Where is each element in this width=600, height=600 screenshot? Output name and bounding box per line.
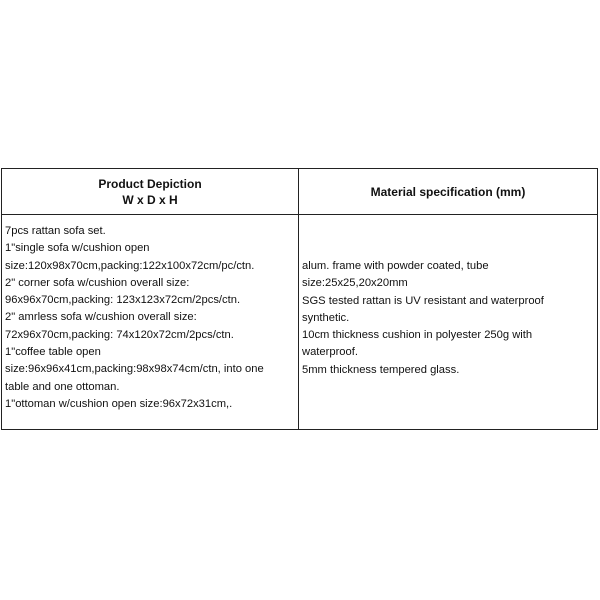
- product-line: size:120x98x70cm,packing:122x100x72cm/pc/ctn.: [5, 259, 255, 272]
- material-line: alum. frame with powder coated, tube: [302, 260, 489, 272]
- product-line: size:96x96x41cm,packing:98x98x74cm/ctn, into one: [5, 363, 264, 376]
- product-depiction-header: [2, 169, 298, 215]
- material-line: synthetic.: [302, 311, 350, 324]
- product-line: 2" corner sofa w/cushion overall size:: [5, 276, 190, 289]
- product-description-cell: [5, 223, 295, 413]
- product-line: table and one ottoman.: [5, 380, 120, 393]
- material-line: SGS tested rattan is UV resistant and waterproof: [302, 294, 544, 307]
- material-specification-title: Material specification (mm): [370, 185, 526, 199]
- material-specification-cell: [302, 258, 594, 379]
- product-line: 96x96x70cm,packing: 123x123x72cm/2pcs/ctn.: [5, 294, 241, 307]
- product-line: 2" amrless sofa w/cushion overall size:: [5, 311, 197, 324]
- material-specification-header: [299, 169, 597, 215]
- material-line: 10cm thickness cushion in polyester 250g with: [302, 329, 533, 342]
- material-line: 5mm thickness tempered glass.: [302, 363, 460, 376]
- specification-table: [1, 168, 598, 430]
- material-line: size:25x25,20x20mm: [302, 277, 408, 290]
- table-header-row: [2, 169, 597, 215]
- product-line: 1"coffee table open: [5, 346, 101, 359]
- product-depiction-title: Product Depiction: [98, 177, 202, 191]
- product-line: 1"ottoman w/cushion open size:96x72x31cm,.: [5, 397, 233, 410]
- column-divider: [298, 169, 299, 429]
- product-line: 72x96x70cm,packing: 74x120x72cm/2pcs/ctn.: [5, 328, 234, 341]
- material-line: waterproof.: [302, 346, 358, 359]
- dimension-order-subtitle: W x D x H: [122, 193, 178, 207]
- product-line: 7pcs rattan sofa set.: [5, 225, 106, 237]
- product-line: 1"single sofa w/cushion open: [5, 242, 150, 255]
